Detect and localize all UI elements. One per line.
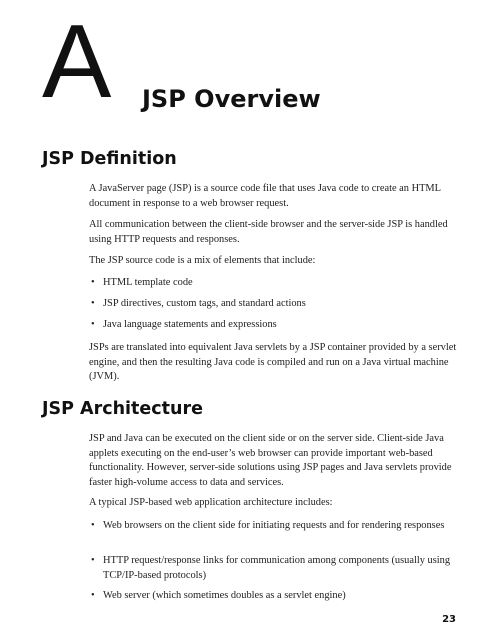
list-item-text: Web server (which sometimes doubles as a servlet engine)	[103, 590, 346, 601]
list-item	[91, 589, 461, 604]
appendix-letter: A	[42, 4, 110, 120]
appendix-title: JSP Overview	[142, 85, 321, 113]
bullet-icon: •	[91, 520, 95, 531]
page-number: 23	[442, 614, 456, 625]
paragraph: JSPs are translated into equivalent Java servlets by a JSP container provided by a servlet engine, and then the resulting Java code is compiled and run on a Java virtual machine (JVM).	[89, 342, 457, 382]
bullet-icon: •	[91, 298, 95, 309]
paragraph: The JSP source code is a mix of elements that include:	[89, 255, 316, 266]
list-item-text: JSP directives, custom tags, and standard actions	[103, 298, 306, 309]
paragraph: JSP and Java can be executed on the client side or on the server side. Client-side Java applets executing on the end-user’s web browser can provide important web-based functionality. However, server-side solutions using JSP pages and Java servlets provide faster high-volume access to data and services.	[89, 433, 452, 488]
section-heading-jsp-definition: JSP Definition	[42, 149, 177, 169]
bullet-icon: •	[91, 277, 95, 288]
paragraph: A JavaServer page (JSP) is a source code file that uses Java code to create an HTML document in response to a web browser request.	[89, 183, 441, 209]
bullet-icon: •	[91, 590, 95, 601]
bullet-icon: •	[91, 319, 95, 330]
list-item	[91, 297, 461, 312]
list-item	[91, 554, 461, 583]
paragraph: A typical JSP-based web application architecture includes:	[89, 497, 333, 508]
list-item-text: HTTP request/response links for communication among components (usually using TCP/IP-based protocols)	[103, 555, 451, 581]
list-item	[91, 519, 461, 534]
list-item-text: HTML template code	[103, 277, 193, 288]
list-item	[91, 276, 461, 291]
bullet-icon: •	[91, 555, 95, 566]
paragraph: All communication between the client-side browser and the server-side JSP is handled using HTTP requests and responses.	[89, 219, 448, 245]
list-item-text: Web browsers on the client side for initiating requests and for rendering responses	[103, 520, 445, 531]
list-item	[91, 318, 461, 333]
list-item-text: Java language statements and expressions	[103, 319, 277, 330]
section-heading-jsp-architecture: JSP Architecture	[42, 399, 203, 419]
